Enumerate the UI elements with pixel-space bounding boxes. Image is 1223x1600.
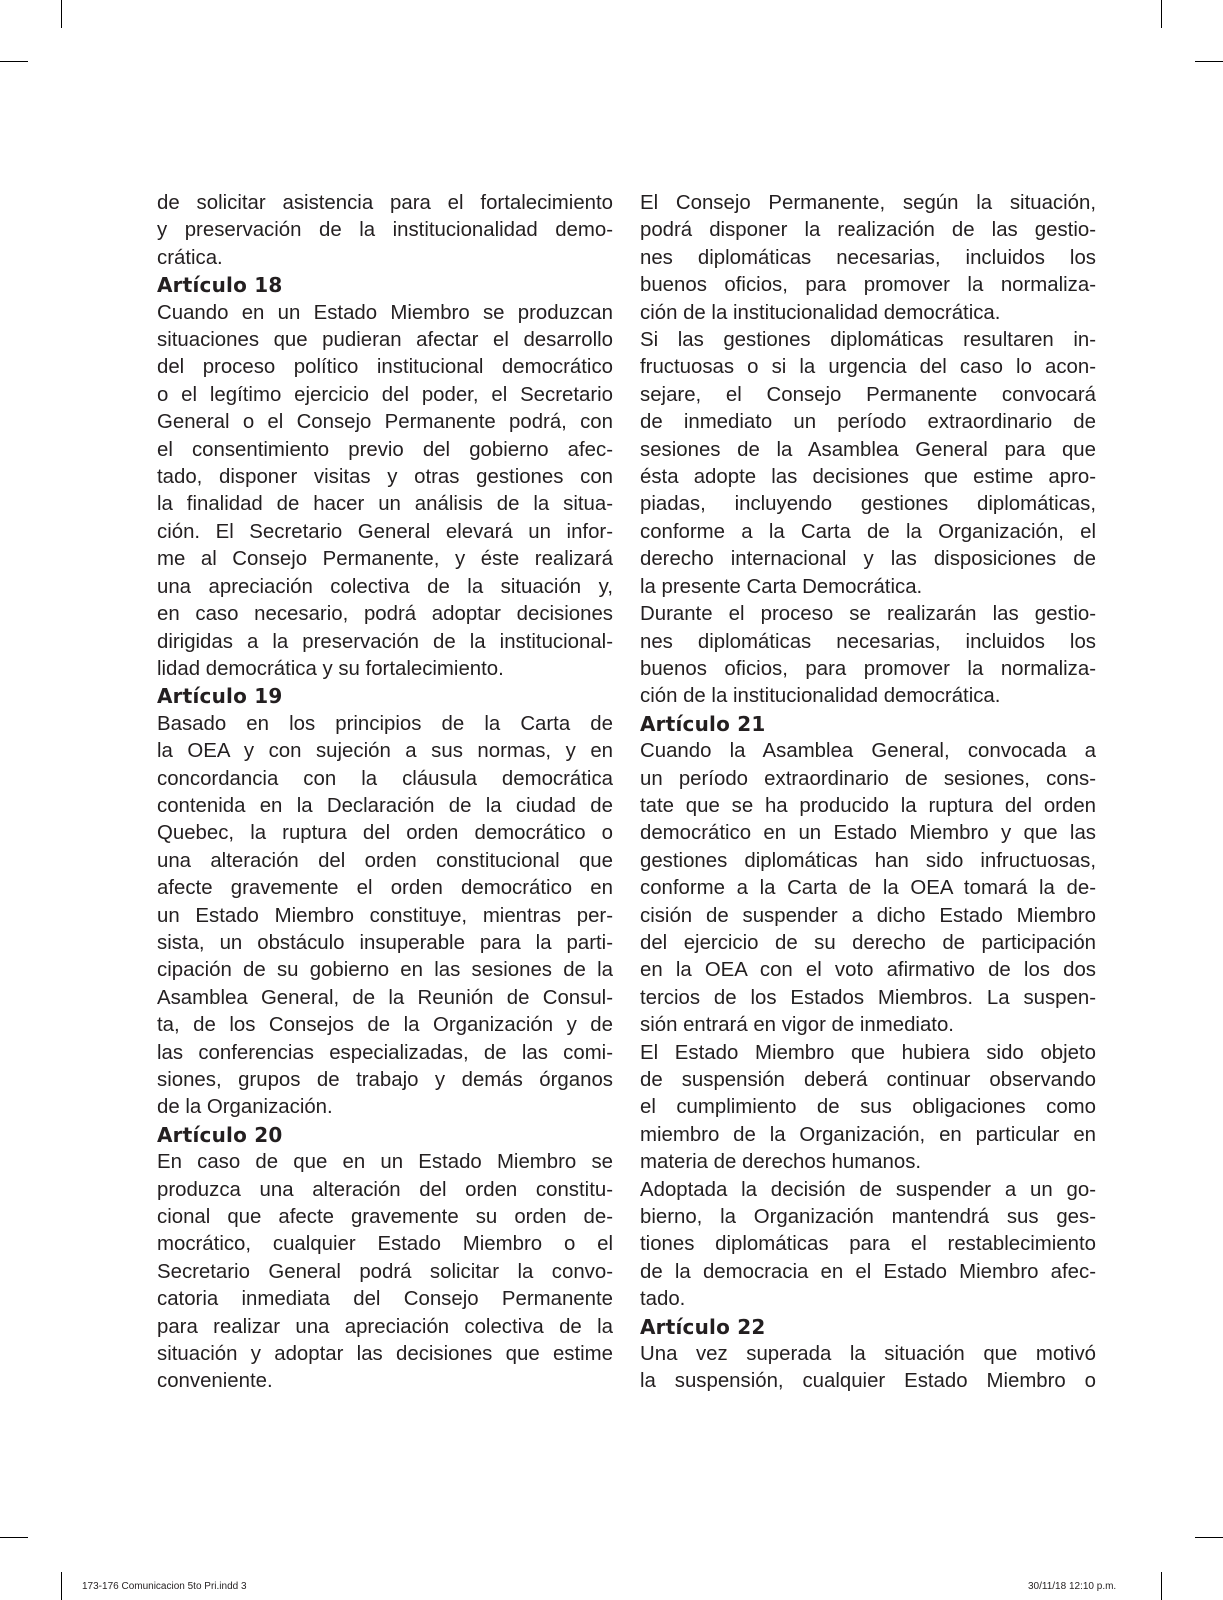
body-text-line: la finalidad de hacer un análisis de la situa- [157,493,613,516]
body-text-line: derecho internacional y las disposiciones de [640,548,1096,571]
body-text-line: ción. El Secretario General elevará un infor- [157,520,613,543]
body-text-line: sista, un obstáculo insuperable para la parti- [157,931,613,954]
article-heading: Artículo 21 [640,711,766,736]
body-text-line: en caso necesario, podrá adoptar decisiones [157,603,613,626]
article-heading: Artículo 18 [157,273,283,298]
body-text-line: para realizar una apreciación colectiva de la [157,1315,613,1338]
body-text-line: ta, de los Consejos de la Organización y de [157,1014,613,1037]
body-text-line: cipación de su gobierno en las sesiones de la [157,959,613,982]
body-text-line: tado. [640,1288,686,1311]
body-text-line: la presente Carta Democrática. [640,575,923,598]
body-text-line: del ejercicio de su derecho de participación [640,931,1096,954]
body-text-line: piadas, incluyendo gestiones diplomáticas, [640,493,1096,516]
body-text-line: de inmediato un período extraordinario de [640,411,1096,434]
body-text-line: sión entrará en vigor de inmediato. [640,1014,954,1037]
crop-mark-bottom-right-horizontal [1195,1537,1223,1538]
crop-mark-bottom-left-vertical [61,1572,62,1600]
body-text-line: Si las gestiones diplomáticas resultaren in- [640,329,1096,352]
body-text-line: buenos oficios, para promover la normaliza- [640,657,1096,680]
body-text-line: situación y adoptar las decisiones que estime [157,1343,613,1366]
body-text-line: Basado en los principios de la Carta de [157,712,613,735]
body-text-line: tiones diplomáticas para el restablecimiento [640,1233,1096,1256]
body-text-line: Cuando la Asamblea General, convocada a [640,740,1096,763]
right-text-column [640,190,1096,1396]
body-text-line: un Estado Miembro constituye, mientras per- [157,904,613,927]
body-text-line: En caso de que en un Estado Miembro se [157,1151,613,1174]
body-text-line: produzca una alteración del orden constitu- [157,1178,613,1201]
body-text-line: conforme a la Carta de la OEA tomará la de- [640,877,1096,900]
body-text-line: cional que afecte gravemente su orden de- [157,1206,613,1229]
body-text-line: conveniente. [157,1370,273,1393]
body-text-line: siones, grupos de trabajo y demás órganos [157,1069,613,1091]
body-text-line: una apreciación colectiva de la situación y, [157,575,613,598]
body-text-line: situaciones que pudieran afectar el desarrollo [157,329,613,352]
body-text-line: Una vez superada la situación que motivó [640,1343,1096,1366]
article-heading: Artículo 20 [157,1122,283,1147]
body-text-line: catoria inmediata del Consejo Permanente [157,1288,613,1311]
crop-mark-top-left-horizontal [0,61,28,62]
body-text-line: un período extraordinario de sesiones, cons- [640,767,1096,790]
left-text-column [157,190,613,1396]
body-text-line: mocrático, cualquier Estado Miembro o el [157,1233,613,1256]
body-text-line: de la Organización. [157,1096,333,1119]
body-text-line: buenos oficios, para promover la normaliza- [640,274,1096,297]
crop-mark-bottom-left-horizontal [0,1537,28,1538]
body-text-line: de suspensión deberá continuar observando [640,1069,1096,1091]
body-text-line: Cuando en un Estado Miembro se produzcan [157,301,613,324]
body-text-line: tado, disponer visitas y otras gestiones con [157,466,613,489]
article-heading: Artículo 22 [640,1314,766,1339]
crop-mark-top-right-vertical [1161,0,1162,28]
body-text-line: la OEA y con sujeción a sus normas, y en [157,740,613,763]
body-text-line: Secretario General podrá solicitar la convo- [157,1260,613,1283]
body-text-line: cisión de suspender a dicho Estado Miembro [640,904,1096,927]
body-text-line: ción de la institucionalidad democrática. [640,301,1001,324]
body-text-line: concordancia con la cláusula democrática [157,767,613,790]
body-text-line: miembro de la Organización, en particular en [640,1123,1096,1146]
body-text-line: tate que se ha producido la ruptura del orden [640,794,1096,817]
article-heading: Artículo 19 [157,684,283,709]
body-text-line: Adoptada la decisión de suspender a un go- [640,1178,1096,1201]
body-text-line: y preservación de la institucionalidad demo- [157,219,613,242]
body-text-line: contenida en la Declaración de la ciudad de [157,794,613,817]
body-text-line: o el legítimo ejercicio del poder, el Secretario [157,383,613,406]
body-text-line: crática. [157,246,223,269]
body-text-line: me al Consejo Permanente, y éste realizará [157,548,613,571]
body-text-line: democrático en un Estado Miembro y que las [640,822,1096,845]
body-text-line: fructuosas o si la urgencia del caso lo acon- [640,356,1096,379]
body-text-line: materia de derechos humanos. [640,1151,922,1174]
body-text-line: una alteración del orden constitucional que [157,849,613,872]
body-text-line: General o el Consejo Permanente podrá, con [157,411,613,434]
body-text-line: de la democracia en el Estado Miembro afec- [640,1260,1096,1283]
crop-mark-top-left-vertical [61,0,62,28]
body-text-line: tercios de los Estados Miembros. La suspen- [640,986,1096,1009]
body-text-line: el consentimiento previo del gobierno afec- [157,438,613,461]
body-text-line: afecte gravemente el orden democrático en [157,877,613,900]
body-text-line: Asamblea General, de la Reunión de Consul- [157,986,613,1009]
body-text-line: en la OEA con el voto afirmativo de los dos [640,959,1096,982]
body-text-line: el cumplimiento de sus obligaciones como [640,1096,1096,1119]
body-text-line: Quebec, la ruptura del orden democrático o [157,822,613,845]
crop-mark-top-right-horizontal [1195,61,1223,62]
body-text-line: El Estado Miembro que hubiera sido objeto [640,1041,1096,1064]
body-text-line: del proceso político institucional democrático [157,356,613,379]
body-text-line: podrá disponer la realización de las gestio- [640,219,1096,242]
body-text-line: sesiones de la Asamblea General para que [640,438,1096,461]
crop-mark-bottom-right-vertical [1161,1572,1162,1600]
footer-file-info: 173-176 Comunicacion 5to Pri.indd 3 [82,1581,247,1592]
body-text-line: nes diplomáticas necesarias, incluidos los [640,630,1096,653]
body-text-line: dirigidas a la preservación de la institucional- [157,630,613,653]
body-text-line: Durante el proceso se realizarán las gestio- [640,603,1096,626]
body-text-line: de solicitar asistencia para el fortalecimiento [157,192,613,214]
body-text-line: sejare, el Consejo Permanente convocará [640,383,1096,406]
body-text-line: las conferencias especializadas, de las comi- [157,1041,613,1064]
body-text-line: ción de la institucionalidad democrática. [640,685,1001,708]
body-text-line: lidad democrática y su fortalecimiento. [157,657,504,680]
body-text-line: la suspensión, cualquier Estado Miembro o [640,1370,1096,1393]
body-text-line: nes diplomáticas necesarias, incluidos los [640,246,1096,269]
body-text-line: gestiones diplomáticas han sido infructuosas, [640,849,1096,872]
footer-timestamp: 30/11/18 12:10 p.m. [1028,1581,1117,1592]
body-text-line: conforme a la Carta de la Organización, el [640,520,1096,543]
body-text-line: El Consejo Permanente, según la situación, [640,192,1096,214]
body-text-line: ésta adopte las decisiones que estime apro- [640,466,1096,489]
body-text-line: bierno, la Organización mantendrá sus ges- [640,1206,1096,1229]
